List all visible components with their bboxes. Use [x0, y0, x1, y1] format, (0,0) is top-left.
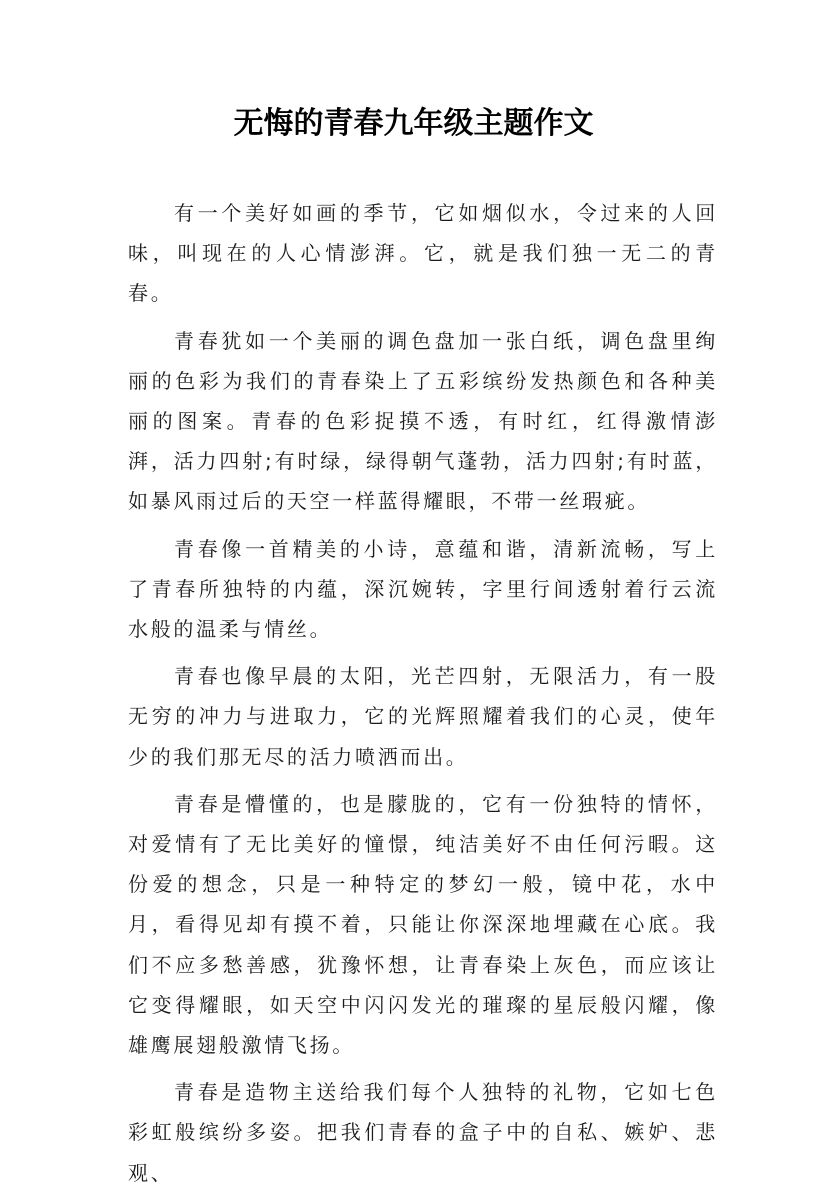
document-body — [128, 193, 718, 1200]
paragraph-6: 青春是造物主送给我们每个人独特的礼物，它如七色彩虹般缤纷多姿。把我们青春的盒子中的自私、嫉妒、悲观、 — [128, 1080, 718, 1185]
paragraph-4: 青春也像早晨的太阳，光芒四射，无限活力，有一股无穷的冲力与进取力，它的光辉照耀着我们的心灵，使年少的我们那无尽的活力喷洒而出。 — [128, 664, 718, 769]
document-title: 无悔的青春九年级主题作文 — [233, 106, 594, 141]
paragraph-2: 青春犹如一个美丽的调色盘加一张白纸，调色盘里绚丽的色彩为我们的青春染上了五彩缤纷发热颜色和各种美丽的图案。青春的色彩捉摸不透，有时红，红得激情澎湃，活力四射;有时绿，绿得朝气蓬勃，活力四射;有时蓝，如暴风雨过后的天空一样蓝得耀眼，不带一丝瑕疵。 — [128, 328, 718, 514]
paragraph-5: 青春是懵懂的，也是朦胧的，它有一份独特的情怀，对爱情有了无比美好的憧憬，纯洁美好不由任何污暇。这份爱的想念，只是一种特定的梦幻一般，镜中花，水中月，看得见却有摸不着，只能让你深深地埋藏在心底。我们不应多愁善感，犹豫怀想，让青春染上灰色，而应该让它变得耀眼，如天空中闪闪发光的璀璨的星辰般闪耀，像雄鹰展翅般激情飞扬。 — [128, 791, 718, 1058]
paragraph-3: 青春像一首精美的小诗，意蕴和谐，清新流畅，写上了青春所独特的内蕴，深沉婉转，字里行间透射着行云流水般的温柔与情丝。 — [128, 536, 718, 642]
paragraph-1: 有一个美好如画的季节，它如烟似水，令过来的人回味，叫现在的人心情澎湃。它，就是我们独一无二的青春。 — [128, 201, 718, 306]
